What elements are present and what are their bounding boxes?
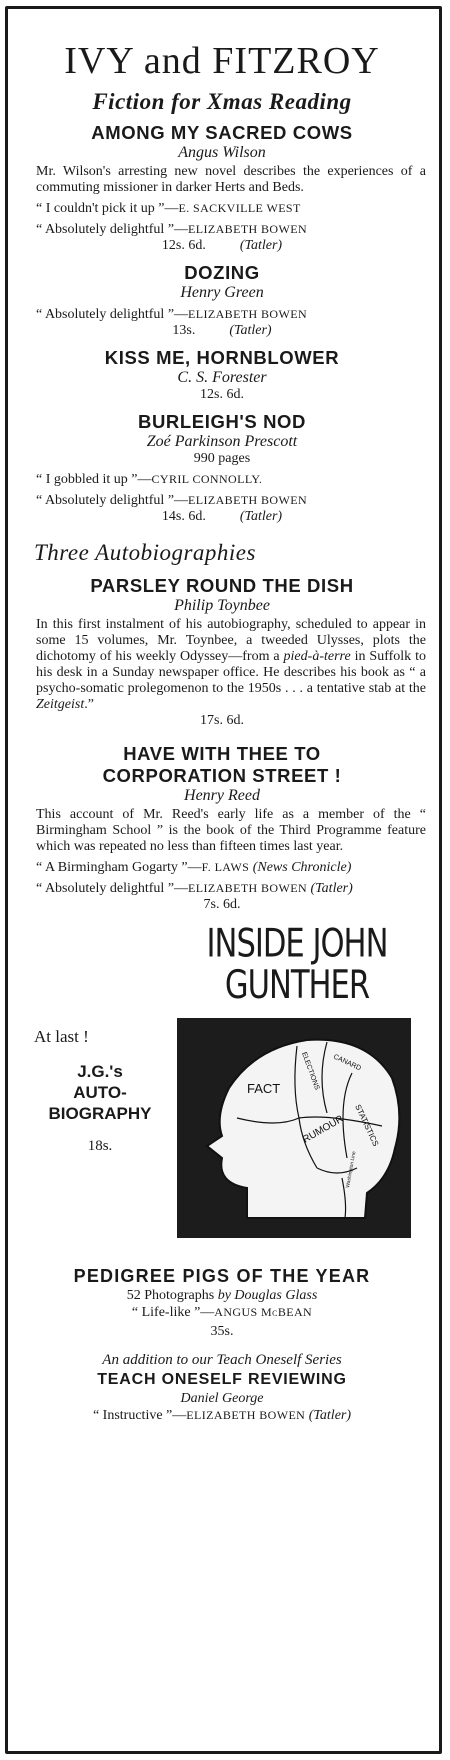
review-quote [12,471,432,488]
quote-attribution: ELIZABETH BOWEN [188,307,308,321]
quote-source: (Tatler) [229,323,272,338]
book-title-line-2: CORPORATION STREET ! [102,765,342,786]
autobiography-label: J.G.'s AUTO- BIOGRAPHY [48,1062,152,1123]
book-title: BURLEIGH'S NOD [138,411,306,432]
quote-text: “ Absolutely delightful ”— [36,493,189,508]
book-price: 7s. 6d. [203,897,241,912]
book-author: Angus Wilson [178,144,266,161]
at-last-label: At last ! [34,1027,89,1046]
quote-text: “ Life-like ”— [131,1305,215,1320]
book-price: 14s. 6d. [161,509,206,524]
book-price: 12s. 6d. [161,238,206,253]
label-elections: ELECTIONS [300,1051,321,1091]
publisher-masthead: IVY and FITZROY [64,40,380,82]
review-quote [12,880,432,897]
quote-attribution: F. LAWS [201,860,250,874]
price-row [12,238,432,254]
photographs-credit: 52 Photographs by Douglas Glass [126,1288,318,1303]
quote-attribution: ELIZABETH BOWEN [188,881,308,895]
book-author: Henry Reed [184,787,260,804]
review-quote [12,200,432,217]
book-price: 17s. 6d. [200,713,244,728]
label-canard: CANARD [332,1053,362,1073]
quote-text: “ Absolutely delightful ”— [36,881,189,896]
quote-attribution: E. SACKVILLE WEST [178,201,301,215]
book-parsley-round-the-dish [12,575,432,729]
price-row [12,323,432,339]
teach-oneself-series [12,1350,432,1424]
book-author: Philip Toynbee [174,597,270,614]
book-page-count: 990 pages [193,451,251,466]
book-description: Mr. Wilson's arresting new novel describes the experiences of a commuting missioner in darker Herts and Beds. [36,164,426,195]
book-title: AMONG MY SACRED COWS [91,122,353,143]
book-have-with-thee [12,743,432,913]
label-fact: FACT [247,1081,281,1096]
label-statistics: STATISTICS [353,1103,381,1148]
gunther-blurb [34,1027,184,1156]
quote-attribution: ELIZABETH BOWEN [188,222,308,236]
book-title: PEDIGREE PIGS OF THE YEAR [73,1266,371,1286]
review-quote [12,1304,432,1321]
book-among-my-sacred-cows [12,122,432,254]
quote-source: (News Chronicle) [252,860,352,875]
quote-attribution: CYRIL CONNOLLY. [151,472,263,486]
book-title: PARSLEY ROUND THE DISH [90,575,354,596]
label-rumour: RUMOUR [301,1113,346,1146]
book-price: 13s. [172,323,196,338]
quote-text: “ A Birmingham Gogarty ”— [36,860,202,875]
review-quote [12,221,432,238]
quote-source: (Tatler) [239,238,283,253]
book-author: Zoé Parkinson Prescott [146,433,298,450]
review-quote [12,1407,432,1424]
book-price: 35s. [210,1324,234,1339]
inside-john-gunther-ad [12,920,432,1253]
quote-text: “ I couldn't pick it up ”— [36,201,179,216]
book-dozing [12,262,432,339]
book-title: DOZING [184,262,260,283]
quote-attribution: ELIZABETH BOWEN [188,493,308,507]
book-author: Henry Green [180,284,264,301]
quote-text: “ Instructive ”— [92,1408,187,1423]
section-heading-fiction: Fiction for Xmas Reading [92,89,352,114]
review-quote [12,306,432,323]
book-price: 12s. 6d. [200,387,244,402]
quote-source: (Tatler) [239,509,283,524]
book-pedigree-pigs [12,1265,432,1340]
label-washington: Washington Line [345,1150,358,1189]
series-label: An addition to our Teach Oneself Series [102,1352,342,1368]
phrenology-head-illustration [177,1018,411,1238]
book-kiss-me-hornblower [12,347,432,403]
quote-source: (Tatler) [308,1408,352,1423]
book-description: This account of Mr. Reed's early life as a member of the “ Birmingham School ” is the book of the Third Programme feature which was repeated no less than fifteen times last year. [36,807,426,854]
book-title-line-1: HAVE WITH THEE TO [123,743,321,764]
book-burleighs-nod [12,411,432,525]
book-title: KISS ME, HORNBLOWER [104,347,340,368]
review-quote [12,492,432,509]
quote-attribution: ANGUS McBEAN [214,1305,313,1319]
book-description: In this first instalment of his autobiography, scheduled to appear in some 15 volumes, Mr. Toynbee, a tweeded Ulysses, plots the dichotomy of his weekly Odyssey—from a pied-à-terre in Suffolk to his desk in a Sunday newspaper office. He describes his book as “ a psycho-somatic prolegomenon to the 1950s . . . a tentative stab at the Zeitgeist.” [36,617,426,712]
quote-source: (Tatler) [310,881,353,896]
gunther-title: INSIDE JOHN GUNTHER [206,920,388,1009]
quote-text: “ Absolutely delightful ”— [36,222,189,237]
quote-text: “ I gobbled it up ”— [36,472,152,487]
section-heading-autobiographies: Three Autobiographies [34,540,256,565]
advert-column [12,12,432,1424]
book-author: C. S. Forester [177,369,267,386]
book-title: TEACH ONESELF REVIEWING [97,1371,347,1388]
book-price: 18s. [87,1138,113,1154]
quote-attribution: ELIZABETH BOWEN [186,1408,306,1422]
review-quote [12,859,432,876]
quote-text: “ Absolutely delightful ”— [36,307,189,322]
book-author: Daniel George [180,1391,264,1406]
price-row [12,509,432,525]
